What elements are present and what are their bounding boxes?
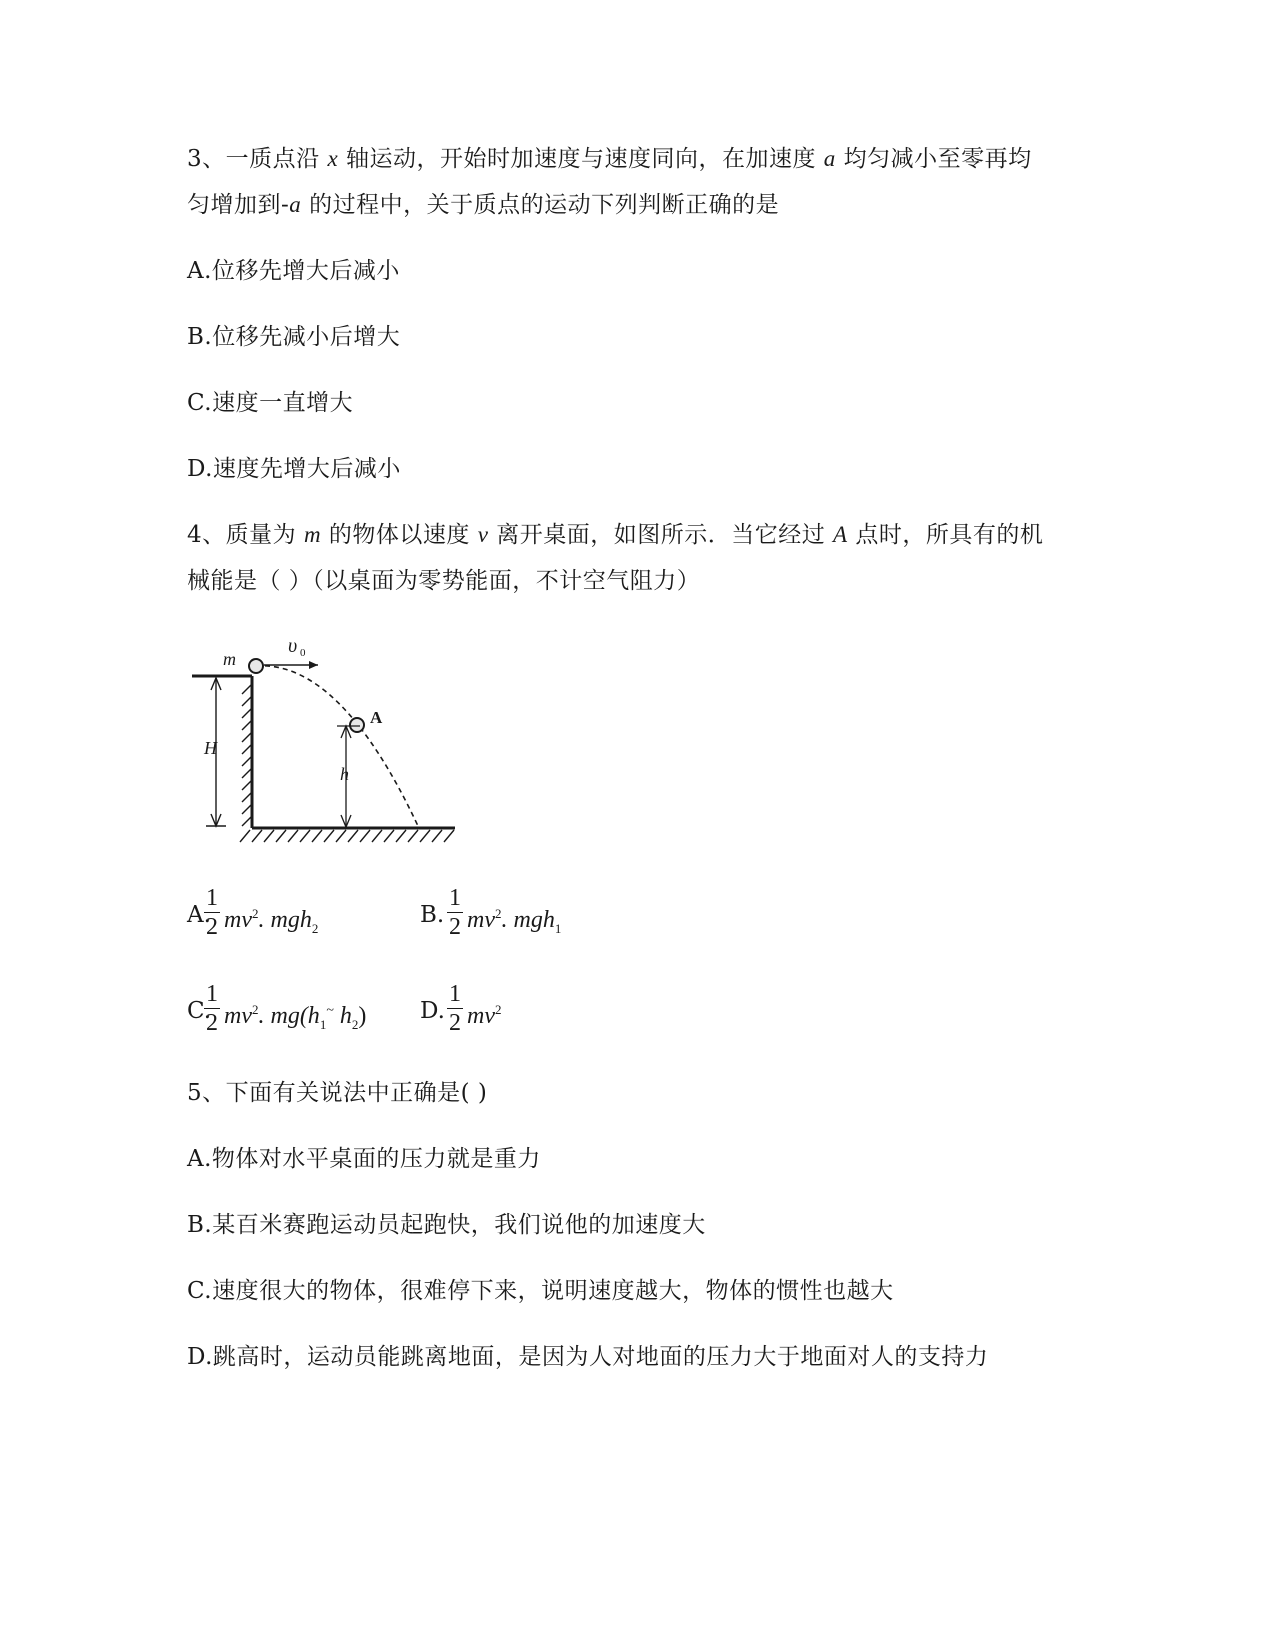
expr-part: . mgh [501, 907, 555, 933]
expr-part: mv [224, 907, 252, 933]
q3-text: 3、一质点沿 [187, 146, 328, 172]
frac-num: 1 [449, 885, 461, 911]
q4-text: 点时，所具有的机 [847, 522, 1044, 548]
q3-option-c: C.速度一直增大 [187, 390, 354, 416]
expr-sup: 2 [494, 906, 502, 921]
q4-option-c-expr [224, 996, 366, 1039]
q3-option-d: D.速度先增大后减小 [187, 456, 401, 482]
label-h: h [340, 764, 349, 784]
expr-part: mv [467, 907, 495, 933]
frac-num: 1 [206, 981, 218, 1007]
expr-part: . mgh [258, 907, 312, 933]
var-x: x [327, 146, 339, 171]
q3-option-b: B.位移先减小后增大 [187, 324, 401, 350]
q5-stem: 5、下面有关说法中正确是( ) [187, 1080, 488, 1106]
var-A: A [833, 522, 848, 547]
q3-stem-line2 [187, 190, 779, 220]
q5-option-c: C.速度很大的物体，很难停下来，说明速度越大，物体的惯性也越大 [187, 1278, 894, 1304]
q4-option-c-label: C. [187, 998, 212, 1024]
q3-text: 均匀减小至零再均 [835, 146, 1032, 172]
label-m: m [223, 649, 236, 669]
floor-hatching [240, 830, 454, 842]
frac-num: 1 [449, 981, 461, 1007]
frac-num: 1 [206, 885, 218, 911]
q4-stem-line1 [187, 520, 1043, 550]
q5-option-a: A.物体对水平桌面的压力就是重力 [187, 1146, 541, 1172]
var-a: a [289, 192, 302, 217]
expr-part: mv [224, 1003, 252, 1029]
projectile-diagram [190, 640, 490, 875]
q3-stem-line1 [187, 144, 1032, 174]
q4-option-a-label: A. [187, 902, 211, 928]
label-H: H [204, 738, 217, 758]
q4-option-d-label: D. [420, 998, 445, 1024]
expr-part: . mg(h [258, 1003, 320, 1029]
expr-sub: 1 [554, 920, 562, 936]
ball-start [249, 659, 263, 673]
var-v: v [477, 522, 489, 547]
label-v0-sub: 0 [300, 647, 306, 659]
expr-part: h [333, 1003, 352, 1029]
var-m: m [303, 522, 322, 547]
trajectory-curve [256, 666, 418, 826]
q4-option-d-expr [467, 996, 501, 1030]
fraction-one-half [447, 886, 463, 939]
fraction-one-half [204, 886, 220, 939]
ball-at-a [350, 718, 364, 732]
expr-sup: 2 [251, 906, 259, 921]
q3-option-a: A.位移先增大后减小 [187, 258, 400, 284]
q3-text: 轴运动，开始时加速度与速度同向，在加速度 [338, 146, 824, 172]
q4-text: 的物体以速度 [321, 522, 478, 548]
q3-text: 匀增加到- [187, 192, 290, 218]
q5-option-d: D.跳高时，运动员能跳离地面，是因为人对地面的压力大于地面对人的支持力 [187, 1344, 989, 1370]
frac-den: 2 [449, 1010, 461, 1036]
label-v0: υ [288, 640, 298, 657]
q4-text: 离开桌面，如图所示．当它经过 [488, 522, 834, 548]
label-a: A [370, 708, 383, 727]
var-a: a [823, 146, 836, 171]
frac-den: 2 [449, 914, 461, 940]
fraction-one-half [447, 982, 463, 1035]
frac-den: 2 [206, 1010, 218, 1036]
expr-tilde: ~ [326, 1003, 334, 1018]
fraction-one-half [204, 982, 220, 1035]
expr-sub: 2 [351, 1016, 359, 1032]
q4-text: 4、质量为 [187, 522, 304, 548]
expr-part: mv [467, 1003, 495, 1029]
q4-stem-line2: 械能是（ ）（以桌面为零势能面，不计空气阻力） [187, 568, 701, 594]
frac-den: 2 [206, 914, 218, 940]
expr-sup: 2 [251, 1002, 259, 1017]
q4-option-b-expr [467, 900, 561, 943]
q5-option-b: B.某百米赛跑运动员起跑快，我们说他的加速度大 [187, 1212, 706, 1238]
expr-sup: 2 [494, 1002, 502, 1017]
q4-option-a-expr [224, 900, 318, 943]
expr-part: ) [358, 1003, 367, 1029]
expr-sub: 1 [319, 1016, 327, 1032]
q3-text: 的过程中，关于质点的运动下列判断正确的是 [301, 192, 780, 218]
expr-sub: 2 [311, 920, 319, 936]
q4-option-b-label: B. [420, 902, 445, 928]
